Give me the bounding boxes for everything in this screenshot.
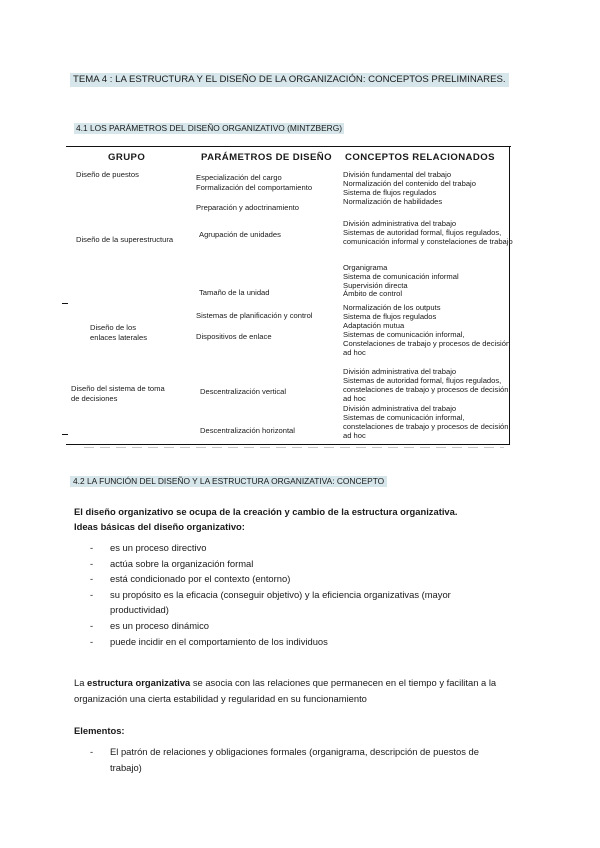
- concept-cell: Normalización de los outputs: [343, 303, 441, 312]
- dash-bullet: -: [90, 557, 94, 569]
- concept-cell: Adaptación mutua: [343, 321, 405, 330]
- param-cell: Dispositivos de enlace: [196, 332, 272, 341]
- concept-cell: Sistemas de comunicación informal,: [343, 330, 465, 339]
- param-cell: Agrupación de unidades: [199, 230, 281, 239]
- bold-term: estructura organizativa: [87, 677, 191, 688]
- elementos-list: [74, 744, 504, 775]
- header-grupo: GRUPO: [108, 152, 146, 163]
- param-cell: Descentralización horizontal: [200, 426, 295, 435]
- param-cell: Formalización del comportamiento: [196, 183, 313, 192]
- concept-cell: Sistema de flujos regulados: [343, 312, 437, 321]
- concept-cell: Organigrama: [343, 263, 388, 272]
- param-cell: Especialización del cargo: [196, 173, 282, 182]
- group-enlaces-laterales: Diseño de los: [90, 323, 137, 332]
- param-cell: Sistemas de planificación y control: [196, 311, 313, 320]
- dash-bullet: -: [90, 573, 94, 585]
- concept-cell: Sistema de comunicación informal: [343, 272, 459, 281]
- group-diseno-puestos: Diseño de puestos: [76, 170, 139, 179]
- concept-cell: Constelaciones de trabajo y procesos de decisión ad hoc: [343, 339, 511, 357]
- list-item: - es un proceso dinámico: [74, 618, 504, 634]
- mintzberg-parameters-table: [66, 146, 511, 446]
- header-parametros: PARÁMETROS DE DISEÑO: [201, 152, 332, 163]
- dash-bullet: -: [90, 635, 94, 647]
- document-title: TEMA 4 : LA ESTRUCTURA Y EL DISEÑO DE LA ORGANIZACIÓN: CONCEPTOS PRELIMINARES.: [70, 73, 509, 87]
- concept-cell: División fundamental del trabajo: [343, 170, 452, 179]
- param-cell: Preparación y adoctrinamiento: [196, 203, 299, 212]
- table-left-tick: [62, 434, 68, 435]
- ideas-list: [74, 540, 504, 649]
- group-diseno-superestructura: Diseño de la superestructura: [76, 235, 174, 244]
- list-item: - está condicionado por el contexto (entorno): [74, 571, 504, 587]
- concept-cell: Sistema de flujos regulados: [343, 188, 437, 197]
- concept-cell: Normalización del contenido del trabajo: [343, 179, 476, 188]
- group-toma-decisiones: Diseño del sistema de toma: [71, 384, 165, 393]
- concept-cell: Supervisión directa: [343, 281, 408, 290]
- concept-cell: División administrativa del trabajo: [343, 219, 457, 228]
- list-item: - puede incidir en el comportamiento de los individuos: [74, 634, 504, 650]
- table-faint-rule: [84, 447, 504, 448]
- lead-sentence: El diseño organizativo se ocupa de la creación y cambio de la estructura organizativa.: [74, 506, 458, 517]
- list-item: - es un proceso directivo: [74, 540, 504, 556]
- param-cell: Descentralización vertical: [200, 387, 287, 396]
- concept-cell: Sistemas de comunicación informal, constelaciones de trabajo y procesos de decisión ad hoc: [343, 413, 509, 440]
- concept-cell: Sistemas de autoridad formal, flujos regulados, constelaciones de trabajo y procesos de decisión ad hoc: [343, 376, 509, 403]
- concept-cell: División administrativa del trabajo: [343, 404, 457, 413]
- concept-cell: División administrativa del trabajo: [343, 367, 457, 376]
- estructura-paragraph: La estructura organizativa se asocia con las relaciones que permanecen en el tiempo y facilitan a la organización una cierta estabilidad y regularidad en su funcionamiento: [74, 677, 497, 704]
- list-item: - su propósito es la eficacia (conseguir objetivo) y la eficiencia organizativas (mayor productividad): [90, 588, 451, 616]
- group-toma-decisiones: de decisiones: [71, 394, 118, 403]
- param-cell: Tamaño de la unidad: [199, 288, 270, 297]
- list-item: - El patrón de relaciones y obligaciones formales (organigrama, descripción de puestos de trabajo): [90, 746, 479, 773]
- dash-bullet: -: [90, 542, 94, 553]
- elementos-heading: Elementos:: [74, 725, 125, 736]
- concept-cell: Sistemas de autoridad formal, flujos regulados, comunicación informal y constelaciones de trabajo: [343, 228, 513, 246]
- section-heading-4-2: 4.2 LA FUNCIÓN DEL DISEÑO Y LA ESTRUCTURA ORGANIZATIVA: CONCEPTO: [70, 476, 387, 487]
- group-enlaces-laterales: enlaces laterales: [90, 333, 147, 342]
- dash-bullet: -: [90, 619, 94, 631]
- table-left-tick: [62, 303, 68, 304]
- concept-cell: Normalización de habilidades: [343, 197, 443, 206]
- dash-bullet: -: [90, 746, 94, 757]
- ideas-heading: Ideas básicas del diseño organizativo:: [74, 521, 245, 532]
- section-heading-4-1: 4.1 LOS PARÁMETROS DEL DISEÑO ORGANIZATIVO (MINTZBERG): [76, 123, 343, 133]
- list-item: - actúa sobre la organización formal: [74, 556, 504, 572]
- dash-bullet: -: [90, 588, 94, 600]
- concept-cell: Ámbito de control: [343, 289, 403, 298]
- table-top-rule: [66, 146, 511, 147]
- header-conceptos: CONCEPTOS RELACIONADOS: [345, 152, 495, 163]
